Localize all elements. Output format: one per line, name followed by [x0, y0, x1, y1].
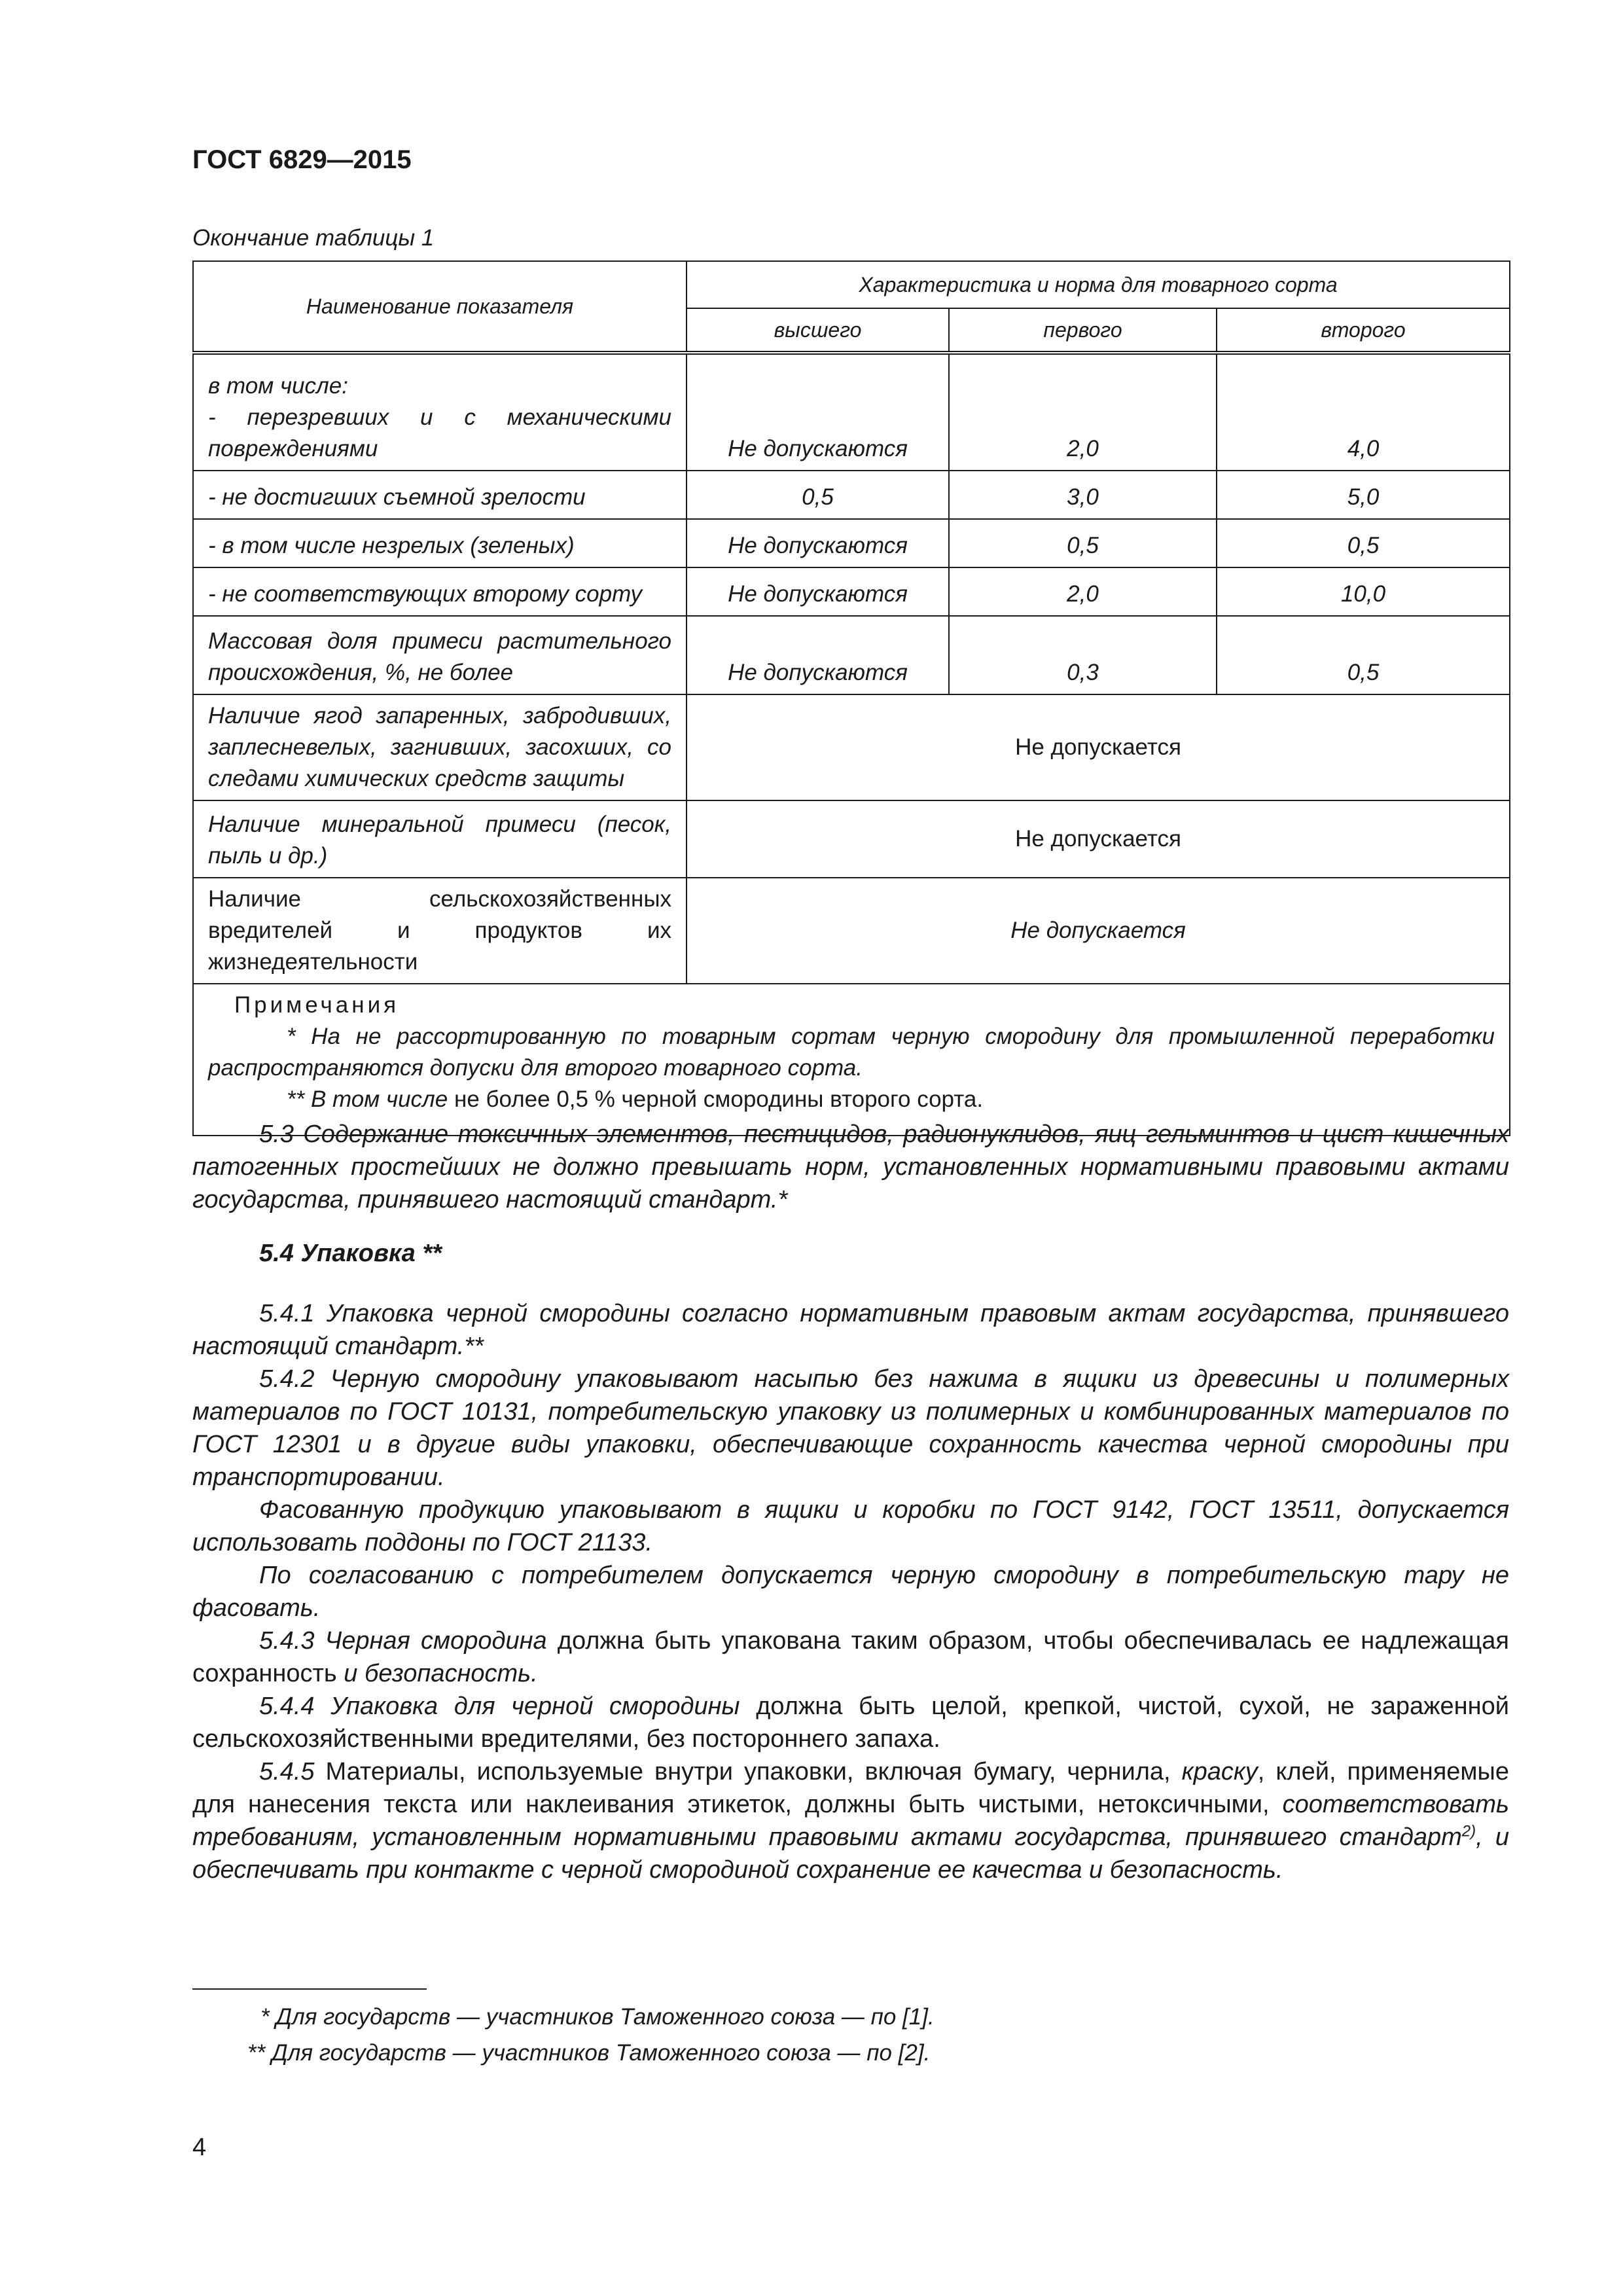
section-5-4-body	[192, 1297, 1509, 1886]
row-label-unripe: - не достигших съемной зрелости	[193, 471, 687, 519]
clause-5-4-2-pallets: Фасованную продукцию упаковывают в ящики и коробки по ГОСТ 9142, ГОСТ 13511, допускается использовать поддоны по ГОСТ 21133.	[192, 1496, 1509, 1556]
page-number: 4	[192, 2134, 207, 2161]
row-label-second-grade: - не соответствующих второму сорту	[193, 567, 687, 616]
cell-value: Не допускаются	[687, 519, 949, 567]
cell-value-merged: Не допускается	[687, 694, 1510, 800]
indicators-table	[192, 260, 1510, 1136]
table-row	[193, 567, 1510, 616]
clause-5-4-3: 5.4.3 Черная смородина должна быть упакована таким образом, чтобы обеспечивалась ее надлежащая сохранность и безопасность.	[192, 1627, 1509, 1687]
clause-5-4-5: 5.4.5 Материалы, используемые внутри упаковки, включая бумагу, чернила, краску, клей, применяемые для нанесения текста или наклеивания этикеток, должны быть чистыми, нетоксичными, соответствовать требованиям, установленным нормативными правовыми актами государства, принявшего стандарт$^{2)}$, и обеспечивать при контакте с черной смородиной сохранение ее качества и безопасность.	[192, 1758, 1510, 1884]
row-label-overripe: в том числе: - перезревших и с механическими повреждениями	[193, 353, 687, 471]
footnote-2: ** Для государств — участников Таможенного союза — по [2].	[247, 2040, 931, 2066]
cell-value: 0,3	[949, 616, 1217, 694]
footnote-divider	[192, 1988, 427, 1990]
cell-value: 0,5	[687, 471, 949, 519]
table-header-row	[193, 261, 1510, 308]
note-1: * На не рассортированную по товарным сортам черную смородину для промышленной переработки распространяются допуски для второго товарного сорта.	[208, 1024, 1495, 1081]
table-row	[193, 616, 1510, 694]
row-label-pests: Наличие сельскохозяйственных вредителей и продуктов их жизнедеятельности	[193, 878, 687, 984]
note-2: ** В том числе не более 0,5 % черной смородины второго сорта.	[287, 1086, 984, 1112]
table-row	[193, 694, 1510, 800]
cell-value: 3,0	[949, 471, 1217, 519]
table-caption: Окончание таблицы 1	[192, 225, 435, 251]
section-heading: 5.4 Упаковка **	[259, 1240, 442, 1267]
row-label-mineral-admixture: Наличие минеральной примеси (песок, пыль и др.)	[193, 800, 687, 878]
column-header-grade-second: второго	[1217, 308, 1510, 353]
column-group-header: Характеристика и норма для товарного сорта	[687, 261, 1510, 308]
table-notes-row	[193, 984, 1510, 1136]
notes-title: Примечания	[234, 992, 400, 1018]
table-row	[193, 471, 1510, 519]
cell-value: Не допускаются	[687, 567, 949, 616]
column-header-name: Наименование показателя	[193, 261, 687, 353]
section-5-4	[192, 1237, 1509, 1270]
cell-value: Не допускаются	[687, 616, 949, 694]
table-row	[193, 519, 1510, 567]
cell-value: 2,0	[949, 567, 1217, 616]
clause-5-4-4: 5.4.4 Упаковка для черной смородины должна быть целой, крепкой, чистой, сухой, не зараженной сельскохозяйственными вредителями, без постороннего запаха.	[192, 1693, 1509, 1753]
cell-value: 4,0	[1217, 353, 1510, 471]
cell-value: Не допускаются	[687, 353, 949, 471]
cell-value-merged: Не допускается	[687, 878, 1510, 984]
clause-5-4-2-consumer: По согласованию с потребителем допускается черную смородину в потребительскую тару не фасовать.	[192, 1562, 1509, 1622]
cell-value: 0,5	[949, 519, 1217, 567]
table-row	[193, 353, 1510, 471]
cell-value: 0,5	[1217, 519, 1510, 567]
row-label-green: - в том числе незрелых (зеленых)	[193, 519, 687, 567]
clause-5-4-2: 5.4.2 Черную смородину упаковывают насыпью без нажима в ящики из древесины и полимерных материалов по ГОСТ 10131, потребительскую упаковку из полимерных и комбинированных материалов по ГОСТ 12301 и в другие виды упаковки, обеспечивающие сохранность качества черной смородины при транспортировании.	[192, 1365, 1509, 1491]
row-label-plant-admixture: Массовая доля примеси растительного происхождения, %, не более	[193, 616, 687, 694]
column-header-grade-first: первого	[949, 308, 1217, 353]
cell-value: 0,5	[1217, 616, 1510, 694]
row-label-spoiled-berries: Наличие ягод запаренных, забродивших, заплесневелых, загнивших, засохших, со следами химических средств защиты	[193, 694, 687, 800]
table-notes	[193, 984, 1510, 1136]
row-label-including: в том числе:	[208, 373, 348, 399]
footnotes	[192, 1999, 1509, 2071]
column-header-grade-highest: высшего	[687, 308, 949, 353]
table-row	[193, 878, 1510, 984]
footnote-1: * Для государств — участников Таможенного союза — по [1].	[260, 2004, 935, 2030]
document-header: ГОСТ 6829—2015	[192, 145, 412, 174]
table-row	[193, 800, 1510, 878]
cell-value: 10,0	[1217, 567, 1510, 616]
cell-value: 2,0	[949, 353, 1217, 471]
cell-value: 5,0	[1217, 471, 1510, 519]
clause-5-4-1: 5.4.1 Упаковка черной смородины согласно нормативным правовым актам государства, принявшего настоящий стандарт.**	[192, 1300, 1509, 1360]
clause-5-3: 5.3 Содержание токсичных элементов, пестицидов, радионуклидов, яиц гельминтов и цист кишечных патогенных простейших не должно превышать норм, установленных нормативными правовыми актами государства, принявшего настоящий стандарт.*	[192, 1121, 1509, 1213]
cell-value-merged: Не допускается	[687, 800, 1510, 878]
